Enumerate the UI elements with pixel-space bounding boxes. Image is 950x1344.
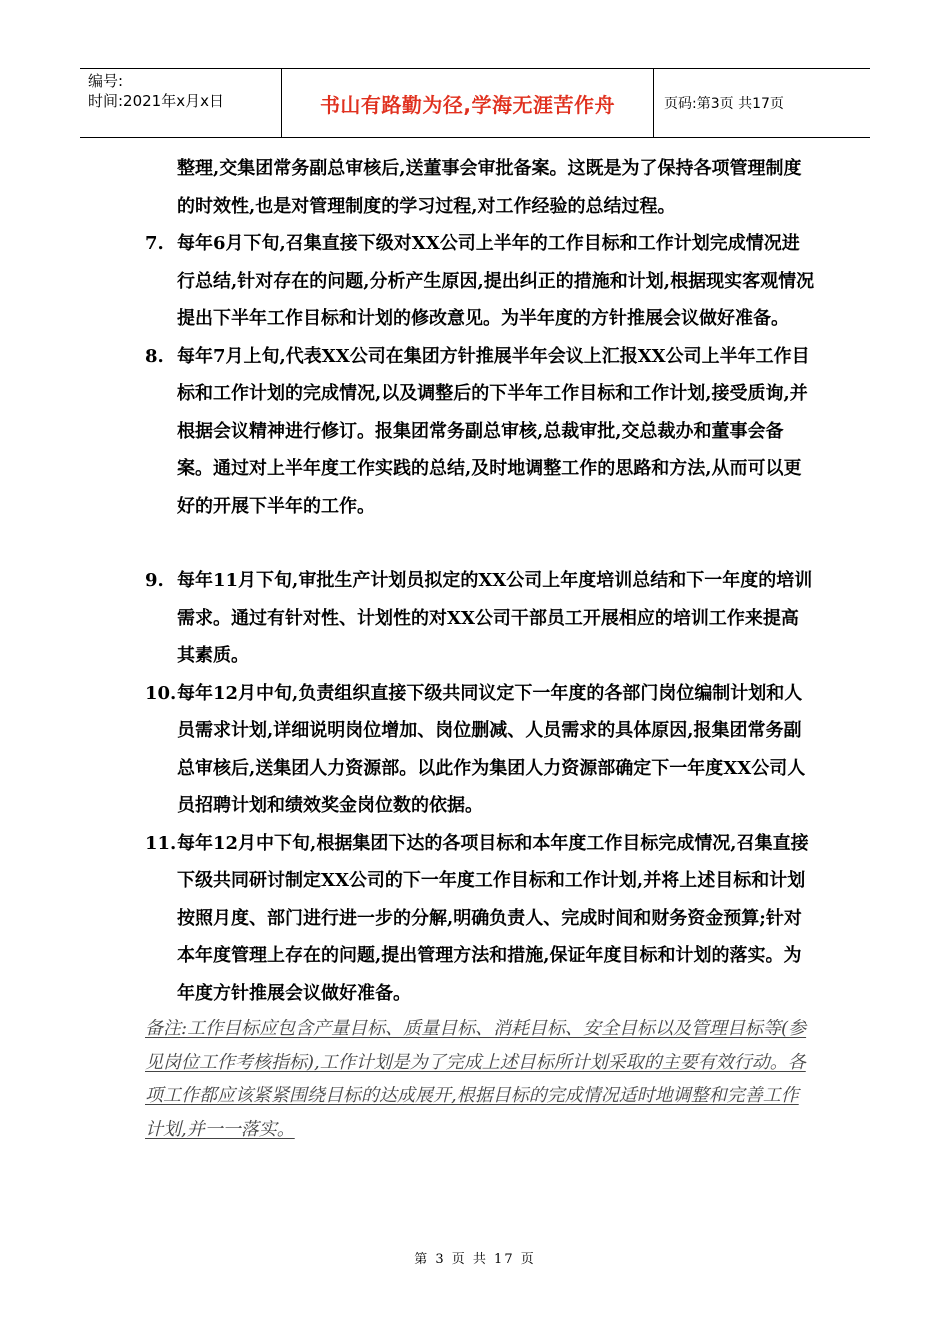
lead-paragraph: 整理,交集团常务副总审核后,送董事会审批备案。这既是为了保持各项管理制度的时效性,也是对管理制度的学习过程,对工作经验的总结过程。 (177, 158, 802, 217)
item-number: 9. (145, 570, 164, 591)
item-number: 8. (145, 345, 164, 367)
list-item-7 (145, 225, 815, 338)
item-text: 每年11月下旬,审批生产计划员拟定的XX公司上年度培训总结和下一年度的培训需求。通过有针对性、计划性的对XX公司干部员工开展相应的培训工作来提高其素质。 (177, 570, 813, 666)
item-text: 每年12月中旬,负责组织直接下级共同议定下一年度的各部门岗位编制计划和人员需求计划,详细说明岗位增加、岗位删减、人员需求的具体原因,报集团常务副总审核后,送集团人力资源部。以此作为集团人力资源部确定下一年度XX公司人员招聘计划和绩效奖金岗位数的依据。 (177, 682, 806, 816)
list-item-8 (145, 338, 815, 526)
header-page-code: 页码:第3页 共17页 (664, 96, 784, 112)
item-number: 11. (145, 832, 177, 854)
doc-date: 时间:2021年x月x日 (88, 92, 224, 110)
remark-note: 备注:工作目标应包含产量目标、质量目标、消耗目标、安全目标以及管理目标等(参见岗位工作考核指标),工作计划是为了完成上述目标所计划采取的主要有效行动。各项工作都应该紧紧围绕目标的达成展开,根据目标的完成情况适时地调整和完善工作计划,并一一落实。 (145, 1018, 807, 1140)
list-item-11 (145, 825, 815, 1013)
item-number: 7. (145, 233, 164, 254)
item-number: 10. (145, 682, 177, 704)
blank-line (145, 525, 815, 562)
item-text: 每年12月中下旬,根据集团下达的各项目标和本年度工作目标完成情况,召集直接下级共同研讨制定XX公司的下一年度工作目标和工作计划,并将上述目标和计划按照月度、部门进行进一步的分解,明确负责人、完成时间和财务资金预算;针对本年度管理上存在的问题,提出管理方法和措施,保证年度目标和计划的落实。为年度方针推展会议做好准备。 (177, 832, 809, 1004)
header-meta (80, 69, 282, 137)
header-motto: 书山有路勤为径,学海无涯苦作舟 (282, 69, 654, 137)
page-header (80, 68, 870, 138)
page-footer: 第 3 页 共 17 页 (414, 1252, 536, 1267)
list-item-9 (145, 562, 815, 675)
item-text: 每年6月下旬,召集直接下级对XX公司上半年的工作目标和工作计划完成情况进行总结,针对存在的问题,分析产生原因,提出纠正的措施和计划,根据现实客观情况提出下半年工作目标和计划的修改意见。为半年度的方针推展会议做好准备。 (177, 233, 815, 329)
document-body (145, 150, 815, 1146)
item-text: 每年7月上旬,代表XX公司在集团方针推展半年会议上汇报XX公司上半年工作目标和工作计划的完成情况,以及调整后的下半年工作目标和工作计划,接受质询,并根据会议精神进行修订。报集团常务副总审核,总裁审批,交总裁办和董事会备案。通过对上半年度工作实践的总结,及时地调整工作的思路和方法,从而可以更好的开展下半年的工作。 (177, 345, 810, 517)
list-item-10 (145, 675, 815, 825)
doc-number-label: 编号: (88, 72, 124, 90)
